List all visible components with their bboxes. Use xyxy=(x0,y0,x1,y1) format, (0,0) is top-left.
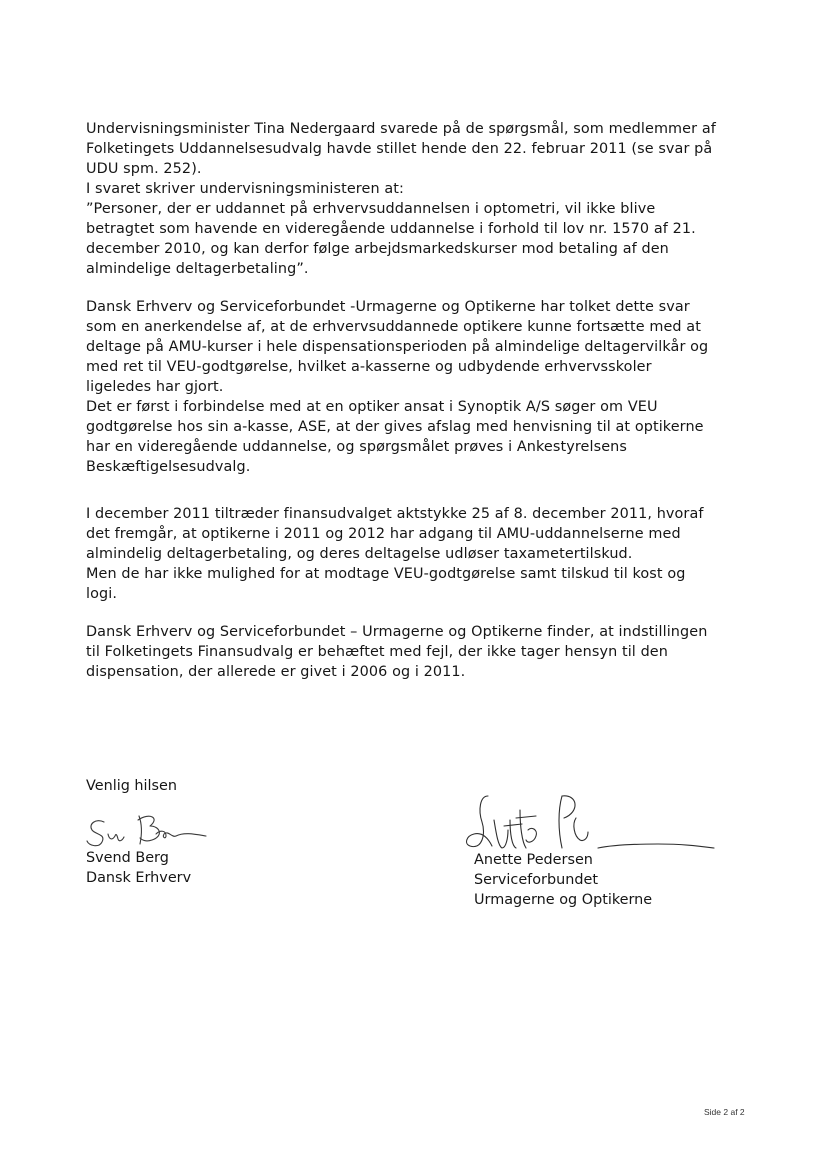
body-line: dispensation, der allerede er givet i 2006 og i 2011. xyxy=(86,664,466,680)
body-line: Undervisningsminister Tina Nedergaard svarede på de spørgsmål, som medlemmer af xyxy=(86,121,716,137)
body-line: ligeledes har gjort. xyxy=(86,379,224,395)
body-line: deltage på AMU-kurser i hele dispensationsperioden på almindelige deltagervilkår og xyxy=(86,339,709,355)
body-line: Det er først i forbindelse med at en optiker ansat i Synoptik A/S søger om VEU xyxy=(86,399,658,415)
body-line: logi. xyxy=(86,586,118,602)
closing-text: Venlig hilsen xyxy=(86,778,177,794)
quote-line: december 2010, og kan derfor følge arbejdsmarkedskurser mod betaling af den xyxy=(86,241,669,257)
signatory-right xyxy=(474,850,652,910)
signatory-right-organization: Serviceforbundet xyxy=(474,872,598,888)
body-line: Men de har ikke mulighed for at modtage VEU-godtgørelse samt tilskud til kost og xyxy=(86,566,686,582)
quote-line: betragtet som havende en videregående uddannelse i forhold til lov nr. 1570 af 21. xyxy=(86,221,696,237)
body-line: Dansk Erhverv og Serviceforbundet -Urmagerne og Optikerne har tolket dette svar xyxy=(86,299,690,315)
body-line: som en anerkendelse af, at de erhvervsuddannede optikere kunne fortsætte med at xyxy=(86,319,701,335)
body-line: Beskæftigelsesudvalg. xyxy=(86,459,251,475)
body-line: godtgørelse hos sin a-kasse, ASE, at der gives afslag med henvisning til at optikerne xyxy=(86,419,704,435)
signature-left xyxy=(84,808,214,852)
body-line: I december 2011 tiltræder finansudvalget aktstykke 25 af 8. december 2011, hvoraf xyxy=(86,506,704,522)
body-line: med ret til VEU-godtgørelse, hvilket a-kasserne og udbydende erhvervsskoler xyxy=(86,359,652,375)
body-line: almindelig deltagerbetaling, og deres deltagelse udløser taxametertilskud. xyxy=(86,546,633,562)
body-line: Dansk Erhverv og Serviceforbundet – Urmagerne og Optikerne finder, at indstillingen xyxy=(86,624,708,640)
quote-line: almindelige deltagerbetaling”. xyxy=(86,261,309,277)
signatory-left xyxy=(86,848,191,888)
quote-line: ”Personer, der er uddannet på erhvervsuddannelsen i optometri, vil ikke blive xyxy=(86,201,656,217)
body-line: har en videregående uddannelse, og spørgsmålet prøves i Ankestyrelsens xyxy=(86,439,627,455)
signatory-left-organization: Dansk Erhverv xyxy=(86,870,192,886)
body-line: I svaret skriver undervisningsministeren at: xyxy=(86,181,404,197)
signatory-left-name: Svend Berg xyxy=(86,850,169,866)
body-line: til Folketingets Finansudvalg er behæftet med fejl, der ikke tager hensyn til den xyxy=(86,644,668,660)
body-line: Folketingets Uddannelsesudvalg havde stillet hende den 22. februar 2011 (se svar på xyxy=(86,141,713,157)
signatory-right-name: Anette Pedersen xyxy=(474,852,593,868)
body-line: det fremgår, at optikerne i 2011 og 2012 har adgang til AMU-uddannelserne med xyxy=(86,526,681,542)
page-number: Side 2 af 2 xyxy=(704,1107,745,1117)
body-line: UDU spm. 252). xyxy=(86,161,202,177)
signatory-right-department: Urmagerne og Optikerne xyxy=(474,892,653,908)
